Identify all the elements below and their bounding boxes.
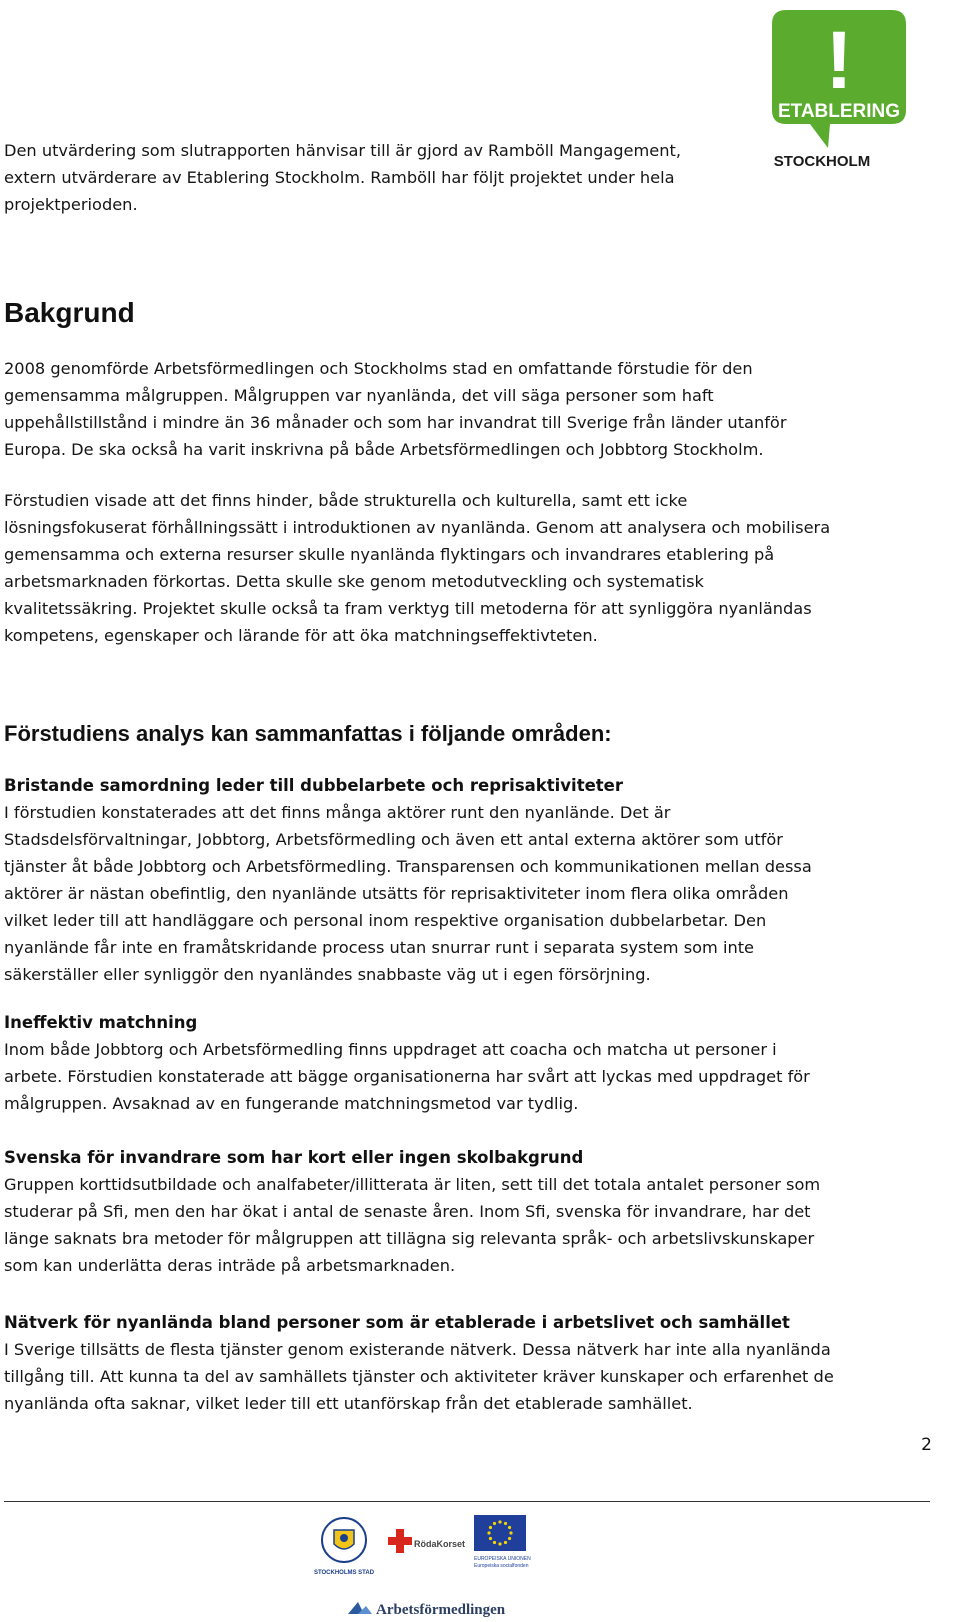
footer-divider [4, 1501, 930, 1502]
paragraph-line: studerar på Sfi, men den har ökat i antal de senaste åren. Inom Sfi, svenska för invandrare, har det [4, 1202, 811, 1221]
logo-word: ETABLERING [777, 101, 901, 122]
paragraph-line: Förstudien visade att det finns hinder, både strukturella och kulturella, samt ett icke [4, 491, 688, 510]
paragraph-line: lösningsfokuserat förhållningssätt i introduktionen av nyanlända. Genom att analysera och mobilisera [4, 518, 831, 537]
intro-paragraph [4, 137, 681, 218]
page-number: 2 [921, 1435, 932, 1455]
eu-flag-logo [474, 1515, 531, 1569]
stockholm-seal-text: STOCKHOLMS STAD [313, 1570, 375, 1576]
analysis-heading: Förstudiens analys kan sammanfattas i följande områden: [4, 721, 612, 746]
paragraph-line: tillgång till. Att kunna ta del av samhällets tjänster och aktiviteter kräver kunskaper och erfarenhet de [4, 1367, 834, 1386]
paragraph-line: I förstudien konstaterades att det finns många aktörer runt den nyanlände. Det är [4, 803, 671, 822]
paragraph-line: Gruppen korttidsutbildade och analfabeter/illitterata är liten, sett till det totala antalet personer som [4, 1175, 821, 1194]
paragraph-line: målgruppen. Avsaknad av en fungerande matchningsmetod var tydlig. [4, 1094, 579, 1113]
red-cross-logo [388, 1529, 465, 1553]
paragraph-line: vilket leder till att handläggare och personal inom respektive organisation dubbelarbetar. Den [4, 911, 767, 930]
eu-star [489, 1537, 492, 1540]
background-paragraph-1 [4, 355, 786, 463]
footer-partner-logos [313, 1510, 680, 1622]
eu-star [504, 1541, 507, 1544]
section-body [4, 799, 812, 988]
section-title: Nätverk för nyanlända bland personer som är etablerade i arbetslivet och samhället [4, 1313, 790, 1332]
paragraph-line: kompetens, egenskaper och lärande för att öka matchningseffektivteten. [4, 626, 598, 645]
logo-exclamation: ! [825, 15, 853, 106]
paragraph-line: gemensamma målgruppen. Målgruppen var nyanlända, det vill säga personer som haft [4, 386, 714, 405]
arbetsformedlingen-logo [348, 1602, 506, 1618]
paragraph-line: som kan underlätta deras inträde på arbetsmarknaden. [4, 1256, 456, 1275]
eu-star [487, 1531, 490, 1534]
paragraph-line: aktörer är nästan obefintlig, den nyanlände utsätts för reprisaktiviteter inom flera olika områden [4, 884, 789, 903]
paragraph-line: arbete. Förstudien konstaterade att bägge organisationerna har svårt att lyckas med uppdraget för [4, 1067, 810, 1086]
eu-star [489, 1526, 492, 1529]
stockholm-seal-logo [314, 1518, 375, 1576]
background-heading: Bakgrund [4, 297, 135, 328]
paragraph-line: nyanlände får inte en framåtskridande process utan snurrar runt i separata system som inte [4, 938, 755, 957]
intro-line: Den utvärdering som slutrapporten hänvisar till är gjord av Ramböll Mangagement, [4, 141, 681, 160]
eu-star [493, 1541, 496, 1544]
paragraph-line: säkerställer eller synliggör den nyanländes snabbaste väg ut i egen försörjning. [4, 965, 651, 984]
eu-star [508, 1526, 511, 1529]
eu-star [508, 1537, 511, 1540]
paragraph-line: 2008 genomförde Arbetsförmedlingen och Stockholms stad en omfattande förstudie för den [4, 359, 753, 378]
section-title: Svenska för invandrare som har kort eller ingen skolbakgrund [4, 1148, 584, 1167]
paragraph-line: nyanlända ofta saknar, vilket leder till ett utanförskap från det etablerade samhället. [4, 1394, 693, 1413]
red-cross-text: RödaKorset [414, 1539, 466, 1549]
eu-star [493, 1522, 496, 1525]
section-title: Bristande samordning leder till dubbelarbete och reprisaktiviteter [4, 776, 624, 795]
paragraph-line: gemensamma och externa resurser skulle nyanlända flyktingars och invandrares etablering på [4, 545, 775, 564]
eu-label-line-2: Europeiska socialfonden [474, 1563, 529, 1569]
paragraph-line: Europa. De ska också ha varit inskrivna på både Arbetsförmedlingen och Jobbtorg Stockholm. [4, 440, 764, 459]
eu-star [509, 1531, 512, 1534]
paragraph-line: kvalitetssäkring. Projektet skulle också ta fram verktyg till metoderna för att synliggöra nyanländas [4, 599, 812, 618]
section-title: Ineffektiv matchning [4, 1013, 198, 1032]
intro-line: extern utvärderare av Etablering Stockholm. Ramböll har följt projektet under hela [4, 168, 675, 187]
paragraph-line: I Sverige tillsätts de flesta tjänster genom existerande nätverk. Dessa nätverk har inte alla nyanlända [4, 1340, 831, 1359]
paragraph-line: arbetsmarknaden förkortas. Detta skulle ske genom metodutveckling och systematisk [4, 572, 704, 591]
paragraph-line: uppehållstillstånd i mindre än 36 månader och som har invandrat till Sverige från länder utanför [4, 413, 787, 432]
paragraph-line: länge saknats bra metoder för målgruppen att tillägna sig relevanta språk- och arbetslivskunskaper [4, 1229, 815, 1248]
section-body [4, 1336, 834, 1417]
section-body [4, 1036, 810, 1117]
paragraph-line: Inom både Jobbtorg och Arbetsförmedling finns uppdraget att coacha och matcha ut personer i [4, 1040, 777, 1059]
eu-label-line-1: EUROPEISKA UNIONEN [474, 1556, 531, 1562]
paragraph-line: Stadsdelsförvaltningar, Jobbtorg, Arbetsförmedling och även ett antal externa aktörer som utför [4, 830, 783, 849]
arbetsformedlingen-text: Arbetsförmedlingen [376, 1602, 506, 1618]
etablering-stockholm-logo [772, 10, 906, 170]
background-paragraph-2 [4, 487, 830, 649]
section-body [4, 1171, 820, 1279]
eu-star [498, 1542, 501, 1545]
intro-line: projektperioden. [4, 195, 138, 214]
logo-city: STOCKHOLM [773, 153, 871, 170]
paragraph-line: tjänster åt både Jobbtorg och Arbetsförmedling. Transparensen och kommunikationen mellan dessa [4, 857, 812, 876]
eu-star [498, 1520, 501, 1523]
eu-star [504, 1522, 507, 1525]
